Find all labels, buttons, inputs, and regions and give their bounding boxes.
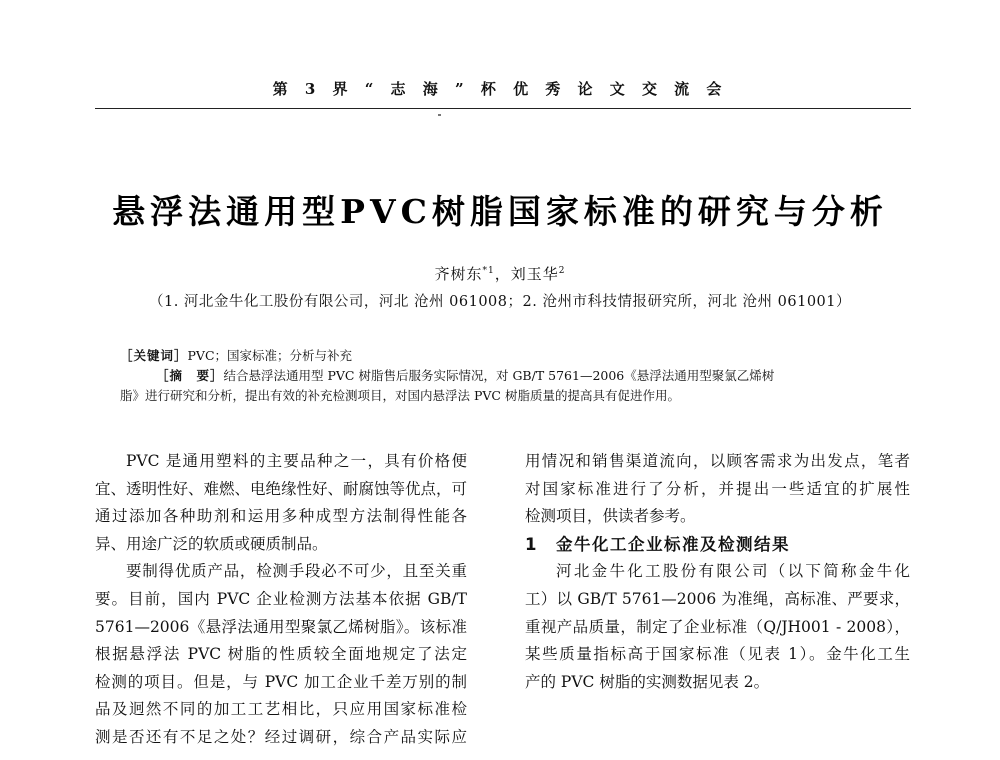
section-heading: 1 金牛化工企业标准及检测结果	[525, 534, 790, 554]
abstract	[120, 366, 900, 406]
article-title: 悬浮法通用型PVC树脂国家标准的研究与分析	[112, 192, 888, 231]
body-line: 根据悬浮法 PVC 树脂的性质较全面地规定了法定	[95, 645, 467, 664]
left-column	[95, 448, 467, 752]
body-line: 宜、透明性好、难燃、电绝缘性好、耐腐蚀等优点，可	[95, 479, 467, 498]
rule-dot	[438, 114, 441, 116]
body-line: PVC 是通用塑料的主要品种之一，具有价格便	[126, 452, 467, 470]
body-line: 产的 PVC 树脂的实测数据见表 2。	[525, 672, 770, 691]
abstract-text-1: 结合悬浮法通用型 PVC 树脂售后服务实际情况，对 GB/T 5761—2006《悬浮法通用型聚氯乙烯树	[223, 368, 775, 383]
running-header: 第 3 界 “ 志 海 ” 杯 优 秀 论 文 交 流 会	[272, 80, 728, 98]
author-1-marks: *1	[482, 266, 495, 276]
keywords-label: ［关键词］	[120, 348, 188, 363]
body-line: 工）以 GB/T 5761—2006 为准绳，高标准、严要求，	[525, 589, 910, 608]
author-line	[0, 263, 1000, 284]
keywords-line	[120, 346, 900, 366]
body-line: 5761—2006《悬浮法通用型聚氯乙烯树脂》。该标准	[95, 617, 467, 636]
body-line: 通过添加各种助剂和运用多种成型方法制得性能各	[95, 507, 467, 526]
body-line: 用情况和销售渠道流向，以顾客需求为出发点，笔者	[525, 452, 910, 470]
abstract-line-2: 脂》进行研究和分析，提出有效的补充检测项目，对国内悬浮法 PVC 树脂质量的提高具有促进作用。	[120, 388, 680, 403]
author-2: 刘玉华	[510, 265, 559, 283]
body-line: 河北金牛化工股份有限公司（以下简称金牛化	[556, 562, 910, 581]
keywords-text: PVC；国家标准；分析与补充	[187, 348, 353, 363]
body-line: 异、用途广泛的软质或硬质制品。	[95, 534, 328, 553]
body-line: 对国家标准进行了分析，并提出一些适宜的扩展性	[525, 479, 910, 498]
body-line: 检测项目，供读者参考。	[525, 507, 696, 526]
meta-block	[120, 346, 900, 406]
body-line: 测是否还有不足之处？经过调研，综合产品实际应	[95, 727, 467, 746]
body-line: 要制得优质产品，检测手段必不可少，且至关重	[126, 562, 467, 581]
affiliation: （1. 河北金牛化工股份有限公司，河北 沧州 061008；2. 沧州市科技情报研究所，河北 沧州 061001）	[148, 294, 852, 310]
author-1: 齐树东	[434, 265, 483, 283]
body-line: 要。目前，国内 PVC 企业检测方法基本依据 GB/T	[95, 589, 467, 608]
author-2-mark: 2	[558, 266, 566, 276]
body-line: 某些质量指标高于国家标准（见表 1）。金牛化工生	[525, 645, 910, 664]
author-separator: ，	[494, 265, 511, 283]
header-rule	[95, 108, 911, 109]
abstract-label: ［摘 要］	[156, 368, 224, 383]
body-line: 重视产品质量，制定了企业标准（Q/JH001 - 2008），	[525, 617, 910, 636]
body-line: 品及迥然不同的加工工艺相比，只应用国家标准检	[95, 700, 467, 719]
right-column	[525, 448, 910, 696]
body-line: 检测的项目。但是，与 PVC 加工企业千差万别的制	[95, 672, 467, 691]
abstract-line-1	[120, 366, 900, 386]
